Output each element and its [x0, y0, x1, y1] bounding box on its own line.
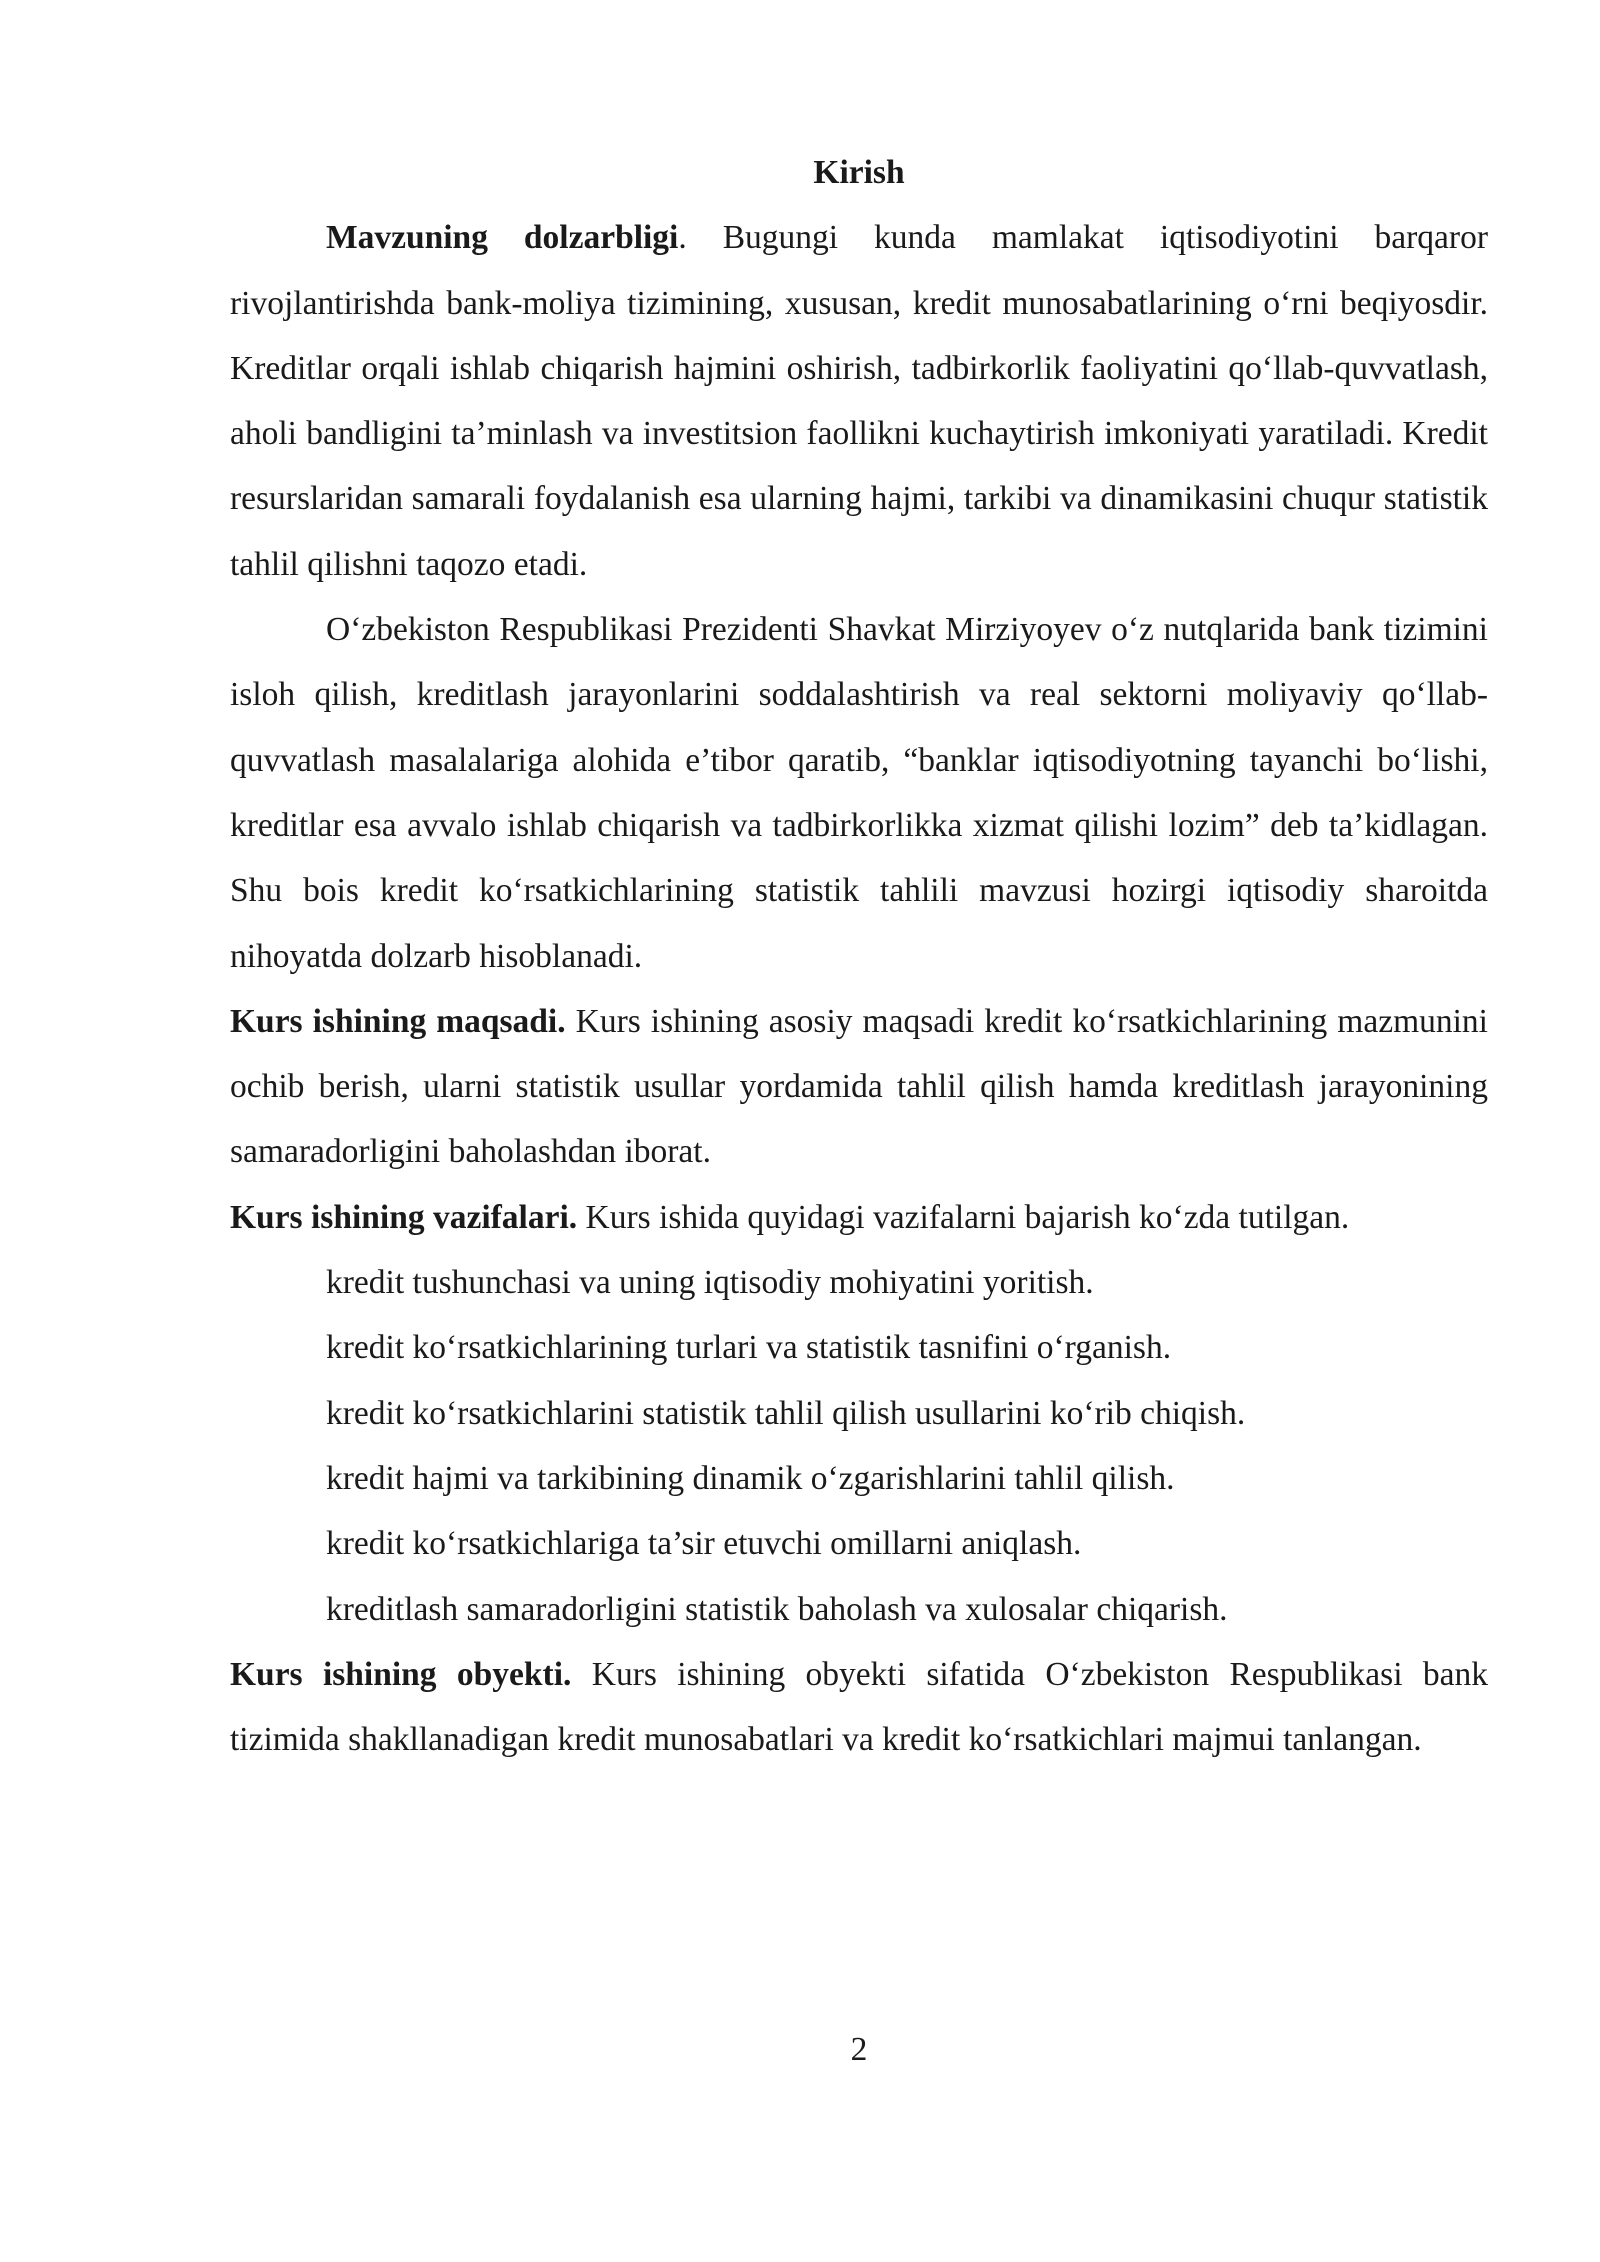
- page-title: Kirish: [813, 154, 905, 191]
- document-page: [230, 140, 1488, 1772]
- list-item: kreditlash samaradorligini statistik baholash va xulosalar chiqarish.: [326, 1590, 1228, 1628]
- tasks-list: [230, 1250, 1488, 1642]
- paragraph-president-quote: [230, 597, 1488, 989]
- list-item: kredit koʻrsatkichlarining turlari va statistik tasnifini oʻrganish.: [326, 1329, 1172, 1367]
- list-item: kredit tushunchasi va uning iqtisodiy mohiyatini yoritish.: [326, 1264, 1094, 1302]
- list-item: kredit koʻrsatkichlarini statistik tahlil qilish usullarini koʻrib chiqish.: [326, 1394, 1246, 1432]
- paragraph-tasks: [230, 1185, 1488, 1250]
- list-item: kredit hajmi va tarkibining dinamik oʻzgarishlarini tahlil qilish.: [326, 1459, 1175, 1497]
- paragraph-goal: [230, 989, 1488, 1185]
- object-heading: Kurs ishining obyekti.: [230, 1655, 572, 1693]
- page-number: 2: [850, 2031, 868, 2068]
- relevance-text: Bugungi kunda mamlakat iqtisodiyotini barqaror rivojlantirishda bank-moliya tizimining, xususan, kredit munosabatlarining oʻrni beqiyosdir. Kreditlar orqali ishlab chiqarish hajmini oshirish, tadbirkorlik faoliyatini qoʻllab-quvvatlash, aholi bandligini ta’minlash va investitsion faollikni kuchaytirish imkoniyati yaratiladi. Kredit resurslaridan samarali foydalanish esa ularning hajmi, tarkibi va dinamikasini chuqur statistik tahlil qilishni taqozo etadi.: [230, 219, 1488, 583]
- president-quote-text: Oʻzbekiston Respublikasi Prezidenti Shavkat Mirziyoyev oʻz nutqlarida bank tizimini isloh qilish, kreditlash jarayonlarini soddalashtirish va real sektorni moliyaviy qoʻllab-quvvatlash masalalariga alohida e’tibor qaratib, “banklar iqtisodiyotning tayanchi boʻlishi, kreditlar esa avvalo ishlab chiqarish va tadbirkorlikka xizmat qilishi lozim” deb ta’kidlagan. Shu bois kredit koʻrsatkichlarining statistik tahlili mavzusi hozirgi iqtisodiy sharoitda nihoyatda dolzarb hisoblanadi.: [230, 611, 1488, 975]
- goal-text: Kurs ishining asosiy maqsadi kredit koʻrsatkichlarining mazmunini ochib berish, ularni statistik usullar yordamida tahlil qilish hamda kreditlash jarayonining samaradorligini baholashdan iborat.: [230, 1002, 1488, 1171]
- tasks-text: Kurs ishida quyidagi vazifalarni bajarish koʻzda tutilgan.: [577, 1198, 1350, 1236]
- paragraph-relevance: [230, 205, 1488, 597]
- tasks-heading: Kurs ishining vazifalari.: [230, 1198, 578, 1236]
- relevance-heading: Mavzuning dolzarbligi: [326, 219, 679, 257]
- paragraph-object: [230, 1642, 1488, 1773]
- goal-heading: Kurs ishining maqsadi.: [230, 1002, 566, 1040]
- relevance-heading-suffix: .: [678, 219, 687, 257]
- object-text: Kurs ishining obyekti sifatida Oʻzbekiston Respublikasi bank tizimida shakllanadigan kredit munosabatlari va kredit koʻrsatkichlari majmui tanlangan.: [230, 1655, 1488, 1759]
- list-item: kredit koʻrsatkichlariga ta’sir etuvchi omillarni aniqlash.: [326, 1525, 1082, 1563]
